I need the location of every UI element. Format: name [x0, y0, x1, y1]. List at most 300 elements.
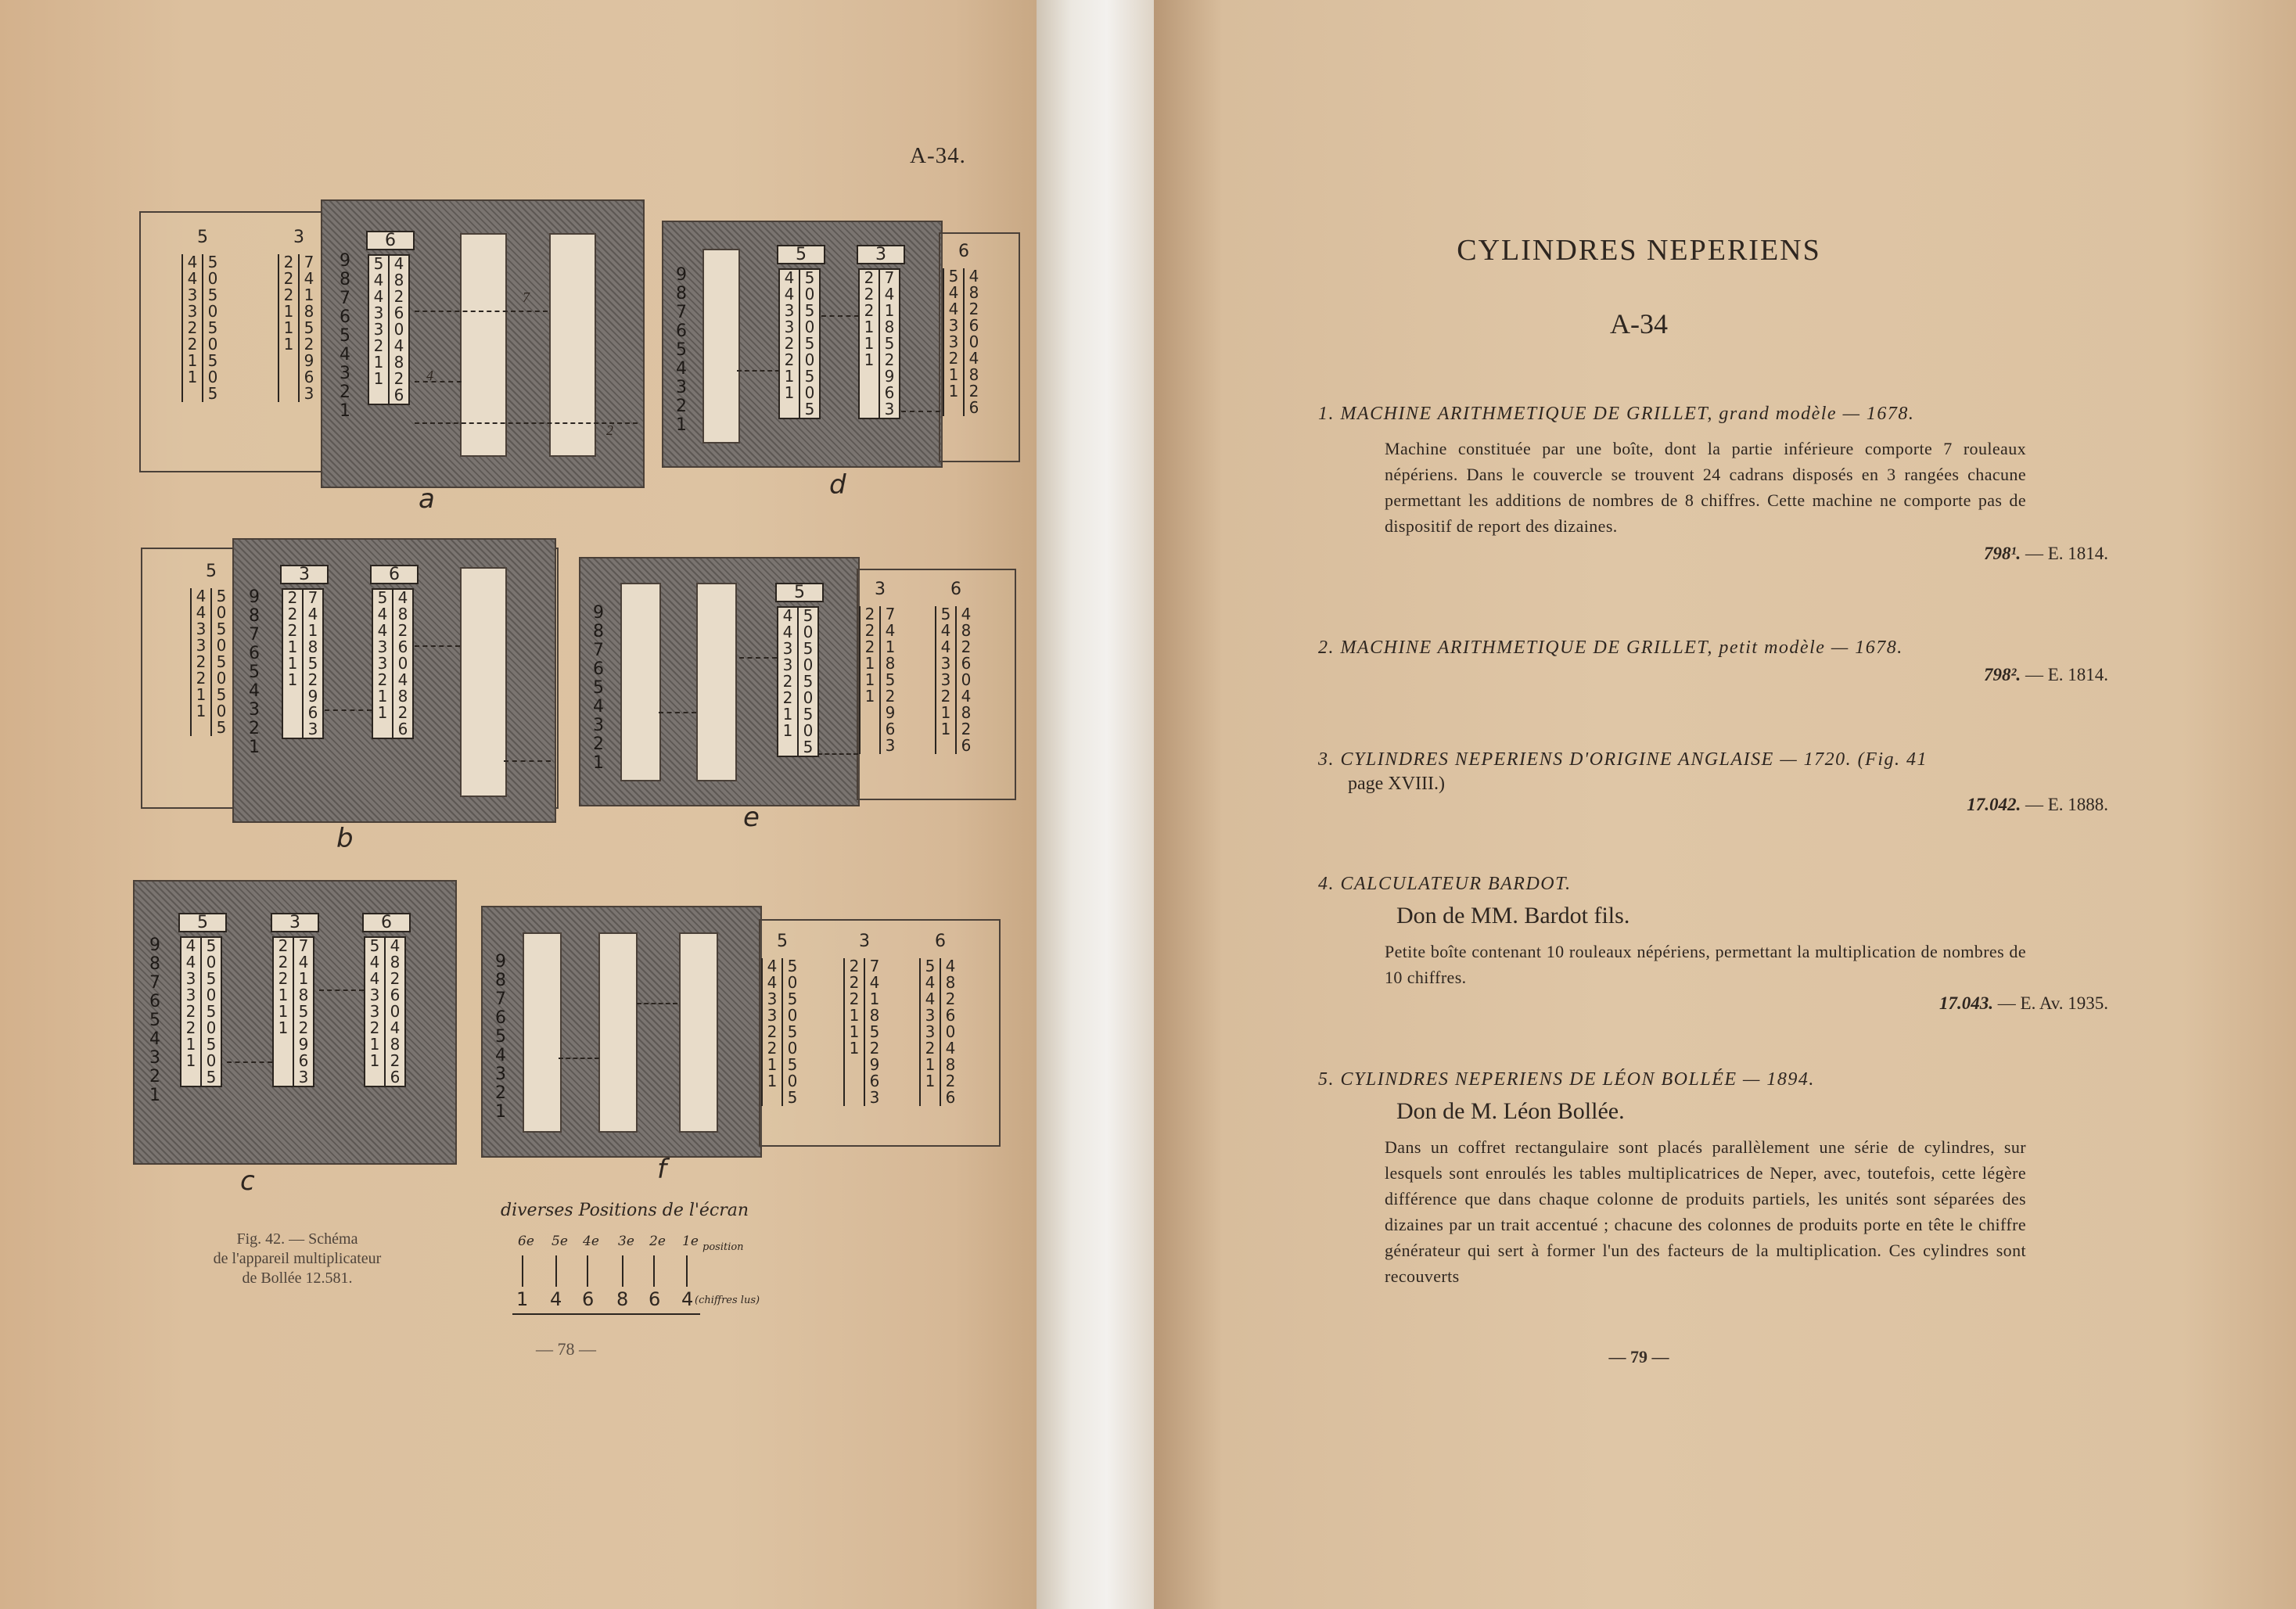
- readings-underline: [512, 1313, 700, 1315]
- entry-3: [1318, 749, 2112, 815]
- rod-digit: 2: [864, 637, 875, 656]
- rod-digit: 1: [782, 705, 793, 724]
- rod-digit: 4: [392, 672, 412, 688]
- figure-d-rod-5: [778, 245, 821, 419]
- rod-cell: [778, 608, 817, 624]
- rod-digit: 4: [388, 338, 408, 354]
- index-digit: 4: [593, 697, 604, 717]
- index-digit: 1: [249, 738, 260, 757]
- rod-digit: 2: [963, 383, 983, 400]
- rod-digit: 6: [392, 721, 412, 738]
- rod-cell: [778, 657, 817, 673]
- rod-digit: 1: [196, 685, 207, 704]
- rod-digit: 0: [782, 975, 802, 991]
- figure-b-arrow-3: [504, 760, 551, 762]
- figure-f-rod-5: [761, 932, 802, 1107]
- rod-digit: 5: [799, 336, 819, 352]
- rod-head: 6: [366, 231, 415, 250]
- rod-cell: [365, 1004, 404, 1020]
- figure-a-mark-7: 7: [523, 289, 530, 305]
- rod-digit: 1: [373, 369, 384, 388]
- figure-e-arrow-3: [817, 753, 858, 755]
- rod-cell: [780, 286, 819, 303]
- rod-digit: [860, 401, 879, 418]
- position-1: 1e: [682, 1234, 699, 1249]
- index-digit: 9: [593, 603, 604, 623]
- rod-digit: 5: [782, 991, 802, 1007]
- rod-digit: 0: [782, 1040, 802, 1057]
- rod-digit: 4: [925, 973, 936, 992]
- rod-digit: [944, 400, 963, 416]
- rod-cell: [283, 590, 322, 606]
- index-digit: 5: [495, 1027, 506, 1047]
- rod-digit: 5: [925, 957, 936, 975]
- rod-digit: 0: [799, 352, 819, 368]
- rod-digit: 8: [963, 367, 983, 383]
- index-digit: 7: [249, 625, 260, 645]
- index-digit: 4: [249, 681, 260, 701]
- rod-digit: 4: [302, 606, 322, 623]
- rod-cell: [780, 401, 819, 418]
- rod-cell: [778, 706, 817, 723]
- rod-digit: 4: [373, 287, 384, 306]
- rod-cell: [780, 319, 819, 336]
- rod-digit: 4: [784, 268, 795, 287]
- rod-digit: 2: [287, 588, 298, 607]
- rod-cell: [778, 673, 817, 690]
- rod-digit: 6: [963, 400, 983, 416]
- rod-digit: 4: [767, 957, 778, 975]
- rod-digit: 3: [940, 670, 951, 689]
- rod-digit: 3: [196, 636, 207, 655]
- rod-cell: [181, 938, 221, 954]
- rod-cell: [860, 352, 899, 368]
- figure-c-rod-6: [364, 913, 406, 1087]
- rod-digit: [279, 353, 298, 369]
- rod-cell: [936, 606, 976, 623]
- rod-cell: [373, 623, 412, 639]
- rod-cell: [283, 655, 322, 672]
- rod-digit: 5: [799, 401, 819, 418]
- rod-cell: [780, 303, 819, 319]
- rod-cell: [936, 672, 976, 688]
- rod-cell: [861, 606, 900, 623]
- figure-d-slot: [702, 249, 740, 444]
- rod-cell: [192, 703, 231, 720]
- rod-digit: 1: [940, 703, 951, 722]
- rod-cell: [181, 1069, 221, 1086]
- rod-cell: [365, 1053, 404, 1069]
- rod-digit: 1: [287, 654, 298, 673]
- rod-cell: [279, 353, 318, 369]
- rod-digit: 5: [298, 320, 318, 336]
- rod-digit: 3: [784, 301, 795, 320]
- rod-digit: 2: [784, 334, 795, 353]
- rod-digit: 1: [948, 365, 959, 384]
- entry-2-reference: [1318, 665, 2108, 685]
- position-3: 3e: [618, 1234, 634, 1249]
- rod-cell: [861, 639, 900, 655]
- rod-digit: 1: [849, 1039, 860, 1058]
- rod-cell: [279, 303, 318, 320]
- rod-digit: 3: [373, 320, 384, 339]
- rod-digit: 0: [210, 637, 231, 654]
- rod-cell: [921, 958, 960, 975]
- rod-digit: 4: [940, 637, 951, 656]
- rod-digit: 2: [302, 672, 322, 688]
- rod-digit: 6: [879, 721, 900, 738]
- rod-digit: 0: [797, 723, 817, 739]
- rod-digit: 8: [879, 655, 900, 672]
- index-digit: 8: [593, 622, 604, 641]
- rod-digit: 8: [955, 623, 976, 639]
- tick-2: [653, 1255, 655, 1287]
- rod-digit: 1: [784, 367, 795, 386]
- index-digit: 7: [593, 641, 604, 660]
- index-digit: 4: [495, 1046, 506, 1065]
- rod-digit: 4: [185, 936, 196, 955]
- rod-digit: [860, 368, 879, 385]
- rod-cell: [274, 1036, 313, 1053]
- rod-digit: 5: [797, 706, 817, 723]
- entry-4: [1318, 874, 2112, 1014]
- rod-cell: [373, 590, 412, 606]
- rod-digit: 4: [373, 271, 384, 289]
- rod-cell: [763, 975, 802, 991]
- tick-3: [622, 1255, 623, 1287]
- rod-digit: 6: [302, 705, 322, 721]
- figure-e-index-digits: [588, 604, 609, 773]
- position-6: 6e: [518, 1234, 534, 1249]
- figure-b-rod-3: [282, 565, 324, 739]
- rod-digit: 0: [202, 271, 222, 287]
- figure-f-slot-2: [598, 932, 638, 1133]
- rod-digit: 0: [202, 369, 222, 386]
- figure-e-rod-6: [935, 580, 976, 755]
- rod-cell: [183, 369, 222, 386]
- rod-cell: [369, 321, 408, 338]
- rod-digit: 8: [302, 639, 322, 655]
- rod-digit: 1: [283, 318, 294, 337]
- rod-digit: 3: [782, 655, 793, 674]
- page-number-78: — 78 —: [536, 1339, 596, 1359]
- rod-digit: 1: [864, 350, 875, 369]
- rod-digit: 6: [864, 1073, 884, 1090]
- figure-f-index-digits: [490, 953, 511, 1122]
- left-page: [0, 0, 1037, 1609]
- figure-b-arrow-1: [415, 645, 460, 647]
- rod-digit: [274, 1036, 293, 1053]
- rod-cell: [936, 639, 976, 655]
- index-digit: 3: [593, 716, 604, 735]
- rod-digit: 6: [392, 639, 412, 655]
- rod-digit: 5: [202, 254, 222, 271]
- rod-cell: [279, 254, 318, 271]
- rod-cell: [860, 336, 899, 352]
- rod-digit: 3: [864, 1090, 884, 1106]
- readings-label: (chiffres lus): [695, 1295, 760, 1306]
- rod-cell: [845, 975, 884, 991]
- rod-digit: 6: [879, 385, 899, 401]
- index-digit: 6: [249, 644, 260, 663]
- figure-d-arrow-2: [737, 370, 780, 372]
- rod-digit: 4: [940, 958, 960, 975]
- rod-digit: 2: [784, 350, 795, 369]
- index-digit: 8: [249, 606, 260, 626]
- tick-4: [587, 1255, 588, 1287]
- entry-2-heading: 2. MACHINE ARITHMETIQUE DE GRILLET, petit modèle — 1678.: [1318, 637, 1903, 658]
- index-digit: 6: [495, 1008, 506, 1028]
- index-digit: 7: [676, 303, 687, 322]
- rod-digit: 5: [293, 1004, 313, 1020]
- rod-digit: 8: [864, 1007, 884, 1024]
- figure-f-rod-6: [919, 932, 960, 1107]
- rod-cell: [192, 687, 231, 703]
- rod-digit: 4: [369, 953, 380, 972]
- reading-2: 4: [550, 1288, 562, 1310]
- rod-cell: [763, 1090, 802, 1106]
- figure-c-rod-5: [180, 913, 222, 1087]
- rod-digit: 3: [948, 332, 959, 351]
- index-digit: 1: [495, 1102, 506, 1122]
- rod-cell: [369, 338, 408, 354]
- rod-digit: 2: [864, 268, 875, 287]
- rod-digit: 3: [187, 302, 198, 321]
- page-title: CYLINDRES NEPERIENS: [1457, 234, 1821, 267]
- rod-digit: 2: [185, 1018, 196, 1037]
- index-digit: 8: [676, 284, 687, 303]
- rod-cell: [181, 1004, 221, 1020]
- rod-digit: 6: [940, 1090, 960, 1106]
- rod-cell: [944, 318, 983, 334]
- index-digit: 3: [249, 700, 260, 720]
- rod-digit: 2: [940, 1073, 960, 1090]
- figure-e-rod-5: [777, 583, 819, 757]
- rod-digit: 8: [298, 303, 318, 320]
- rod-head: 3: [857, 245, 905, 264]
- rod-digit: 3: [377, 654, 388, 673]
- figure-c-label: c: [240, 1165, 255, 1197]
- rod-digit: 5: [302, 655, 322, 672]
- index-digit: 2: [676, 397, 687, 416]
- rod-digit: 3: [940, 654, 951, 673]
- rod-digit: [373, 721, 392, 738]
- rod-digit: 1: [767, 1072, 778, 1090]
- rod-digit: [365, 1069, 384, 1086]
- entry-5-heading: 5. CYLINDRES NEPERIENS DE LÉON BOLLÉE — 1894.: [1318, 1069, 1815, 1090]
- figure-d-label: d: [829, 469, 846, 501]
- figure-c-index-digits: [145, 936, 165, 1105]
- rod-cell: [192, 605, 231, 621]
- index-digit: 6: [149, 992, 160, 1011]
- rod-cell: [365, 987, 404, 1004]
- rod-cell: [274, 971, 313, 987]
- rod-digit: 7: [302, 590, 322, 606]
- rod-digit: 2: [287, 605, 298, 623]
- index-digit: 9: [676, 265, 687, 285]
- reading-3: 6: [582, 1288, 595, 1310]
- rod-digit: [780, 401, 799, 418]
- rod-cell: [373, 721, 412, 738]
- rod-digit: 4: [392, 590, 412, 606]
- rod-cell: [845, 1057, 884, 1073]
- rod-digit: 8: [392, 606, 412, 623]
- rod-cell: [192, 637, 231, 654]
- rod-cell: [283, 705, 322, 721]
- rod-cell: [921, 1024, 960, 1040]
- tick-5: [555, 1255, 557, 1287]
- index-digit: 3: [495, 1065, 506, 1084]
- rod-cell: [183, 271, 222, 287]
- rod-cell: [181, 971, 221, 987]
- index-digit: 8: [340, 270, 350, 289]
- rod-digit: 0: [782, 1073, 802, 1090]
- rod-digit: 2: [849, 973, 860, 992]
- entry-2: [1318, 637, 2112, 685]
- rod-digit: 1: [302, 623, 322, 639]
- rod-digit: 4: [767, 973, 778, 992]
- page-subtitle: A-34: [1610, 308, 1668, 339]
- rod-digit: 5: [377, 588, 388, 607]
- rod-digit: 2: [369, 1018, 380, 1037]
- entry-3-entry-date: — E. 1888.: [2025, 795, 2108, 814]
- rod-digit: 2: [767, 1039, 778, 1058]
- rod-digit: 1: [864, 318, 875, 336]
- rod-cell: [192, 621, 231, 637]
- rod-head: 6: [935, 932, 946, 951]
- index-digit: 7: [495, 989, 506, 1009]
- rod-cell: [365, 1069, 404, 1086]
- page-number-79: — 79 —: [1608, 1347, 1669, 1367]
- rod-cell: [181, 1053, 221, 1069]
- rod-digit: 3: [369, 1002, 380, 1021]
- rod-digit: 0: [797, 657, 817, 673]
- rod-digit: 9: [302, 688, 322, 705]
- rod-digit: 3: [925, 1006, 936, 1025]
- rod-digit: 1: [864, 687, 875, 706]
- rod-head: 3: [280, 565, 329, 584]
- entry-4-donor: Don de MM. Bardot fils.: [1396, 903, 1630, 928]
- figure-a-label: a: [419, 483, 435, 515]
- rod-digit: 9: [293, 1036, 313, 1053]
- rod-cell: [921, 1057, 960, 1073]
- rod-digit: 2: [278, 969, 289, 988]
- rod-digit: 2: [940, 991, 960, 1007]
- rod-cell: [936, 738, 976, 754]
- rod-digit: 1: [879, 303, 899, 319]
- rod-digit: 0: [963, 334, 983, 350]
- figure-a-arrow-1: [415, 311, 548, 312]
- rod-digit: 4: [963, 268, 983, 285]
- rod-cell: [279, 320, 318, 336]
- rod-digit: 2: [940, 687, 951, 706]
- figure-e-label: e: [743, 802, 760, 833]
- rod-cell: [763, 1057, 802, 1073]
- rod-digit: 5: [210, 654, 231, 670]
- rod-cell: [183, 254, 222, 271]
- rod-digit: 9: [879, 705, 900, 721]
- rod-digit: 3: [784, 318, 795, 336]
- rod-cell: [780, 368, 819, 385]
- caption-line-1: Fig. 42. — Schéma: [236, 1230, 358, 1248]
- figure-a-index-digits: [335, 252, 355, 421]
- positions-diagram: [501, 1201, 782, 1318]
- rod-cell: [279, 386, 318, 402]
- rod-digit: 3: [185, 986, 196, 1004]
- figure-d-rod-6: [943, 242, 983, 417]
- figure-d-arrow-3: [901, 411, 940, 412]
- rod-digit: 2: [392, 705, 412, 721]
- rod-cell: [921, 991, 960, 1007]
- rod-cell: [936, 688, 976, 705]
- rod-digit: [861, 738, 879, 754]
- rod-digit: 4: [782, 606, 793, 625]
- figure-c-rod-3: [272, 913, 314, 1087]
- rod-digit: 2: [864, 285, 875, 303]
- rod-cell: [373, 639, 412, 655]
- rod-digit: 2: [278, 953, 289, 972]
- rod-digit: 3: [293, 1069, 313, 1086]
- rod-digit: 2: [849, 989, 860, 1008]
- rod-digit: 1: [278, 986, 289, 1004]
- rod-cell: [274, 1053, 313, 1069]
- index-digit: 3: [340, 364, 350, 383]
- rod-digit: 2: [955, 639, 976, 655]
- index-digit: 9: [340, 251, 350, 271]
- figure-c-arrow-1: [319, 989, 364, 991]
- rod-cell: [183, 287, 222, 303]
- rod-cell: [274, 987, 313, 1004]
- rod-cell: [780, 270, 819, 286]
- entry-5-body: Dans un coffret rectangulaire sont placés parallèlement une série de cylindres, sur lesquels sont enroulés les tables multiplicatrices de Neper, avec, toutefois, cette légère différence que dans chaque colonne de produits partiels, les unités sont séparées des dizaines par un trait accentué ; chacune des colonnes de produits porte en tête le chiffre générateur qui sert à former l'un des facteurs de la multiplication. Ces cylindres sont recouverts: [1385, 1137, 2026, 1286]
- rod-cell: [192, 588, 231, 605]
- rod-digit: 3: [879, 738, 900, 754]
- index-digit: 6: [676, 321, 687, 341]
- rod-digit: 2: [849, 957, 860, 975]
- entry-3-reference: [1318, 795, 2108, 815]
- tick-1: [686, 1255, 688, 1287]
- rod-digit: 1: [925, 1072, 936, 1090]
- rod-cell: [181, 987, 221, 1004]
- rod-digit: 0: [799, 385, 819, 401]
- rod-digit: [860, 385, 879, 401]
- rod-cell: [845, 958, 884, 975]
- rod-digit: 2: [864, 1040, 884, 1057]
- rod-digit: [192, 720, 210, 736]
- rod-digit: 8: [388, 272, 408, 289]
- rod-digit: 1: [784, 383, 795, 402]
- rod-digit: 9: [879, 368, 899, 385]
- index-digit: 5: [593, 678, 604, 698]
- rod-digit: 1: [782, 721, 793, 740]
- rod-digit: 5: [210, 720, 231, 736]
- rod-digit: [763, 1090, 782, 1106]
- rod-cell: [944, 301, 983, 318]
- rod-cell: [778, 723, 817, 739]
- rod-digit: 3: [879, 401, 899, 418]
- rod-digit: 7: [879, 270, 899, 286]
- rod-cell: [279, 369, 318, 386]
- rod-cell: [283, 623, 322, 639]
- rod-cell: [860, 270, 899, 286]
- index-digit: 4: [149, 1029, 160, 1049]
- rod-digit: 4: [185, 953, 196, 972]
- rod-digit: 5: [210, 621, 231, 637]
- rod-cell: [369, 289, 408, 305]
- rod-digit: 2: [283, 286, 294, 304]
- entry-3-heading: 3. CYLINDRES NEPERIENS D'ORIGINE ANGLAISE — 1720. (Fig. 41: [1318, 749, 1928, 770]
- rod-digit: 0: [797, 690, 817, 706]
